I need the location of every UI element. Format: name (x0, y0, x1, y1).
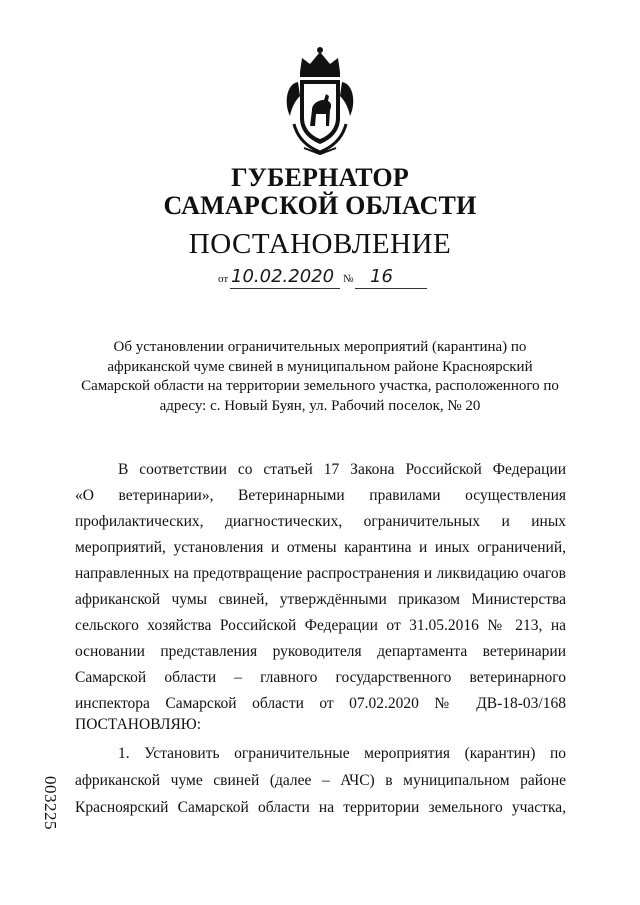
handwritten-date: 10.02.2020 (231, 266, 335, 287)
body-line: «О ветеринарии», Ветеринарными правилами осуществления (75, 487, 566, 504)
body-line: мероприятий, установления и отмены карантина и иных ограничений, (75, 539, 566, 556)
body-line: профилактических, диагностических, ограничительных и иных (75, 513, 566, 530)
subject-line: Самарской области на территории земельного участка, расположенного по (81, 378, 559, 394)
subject-line: африканской чуме свиней в муниципальном районе Красноярский (107, 358, 533, 375)
number-prefix: № (343, 273, 354, 285)
body-line: В соответствии со статьей 17 Закона Российской Федерации (118, 461, 566, 478)
body-line: Красноярский Самарской области на территории земельного участка, (75, 799, 566, 816)
date-underline (230, 288, 340, 289)
number-underline (355, 288, 427, 289)
date-prefix: от (218, 273, 229, 285)
subject-line: Об установлении ограничительных мероприятий (карантина) по (113, 339, 527, 355)
coat-of-arms-emblem (282, 44, 358, 156)
document-type-title: ПОСТАНОВЛЕНИЕ (188, 228, 452, 260)
subject-line: адресу: с. Новый Буян, ул. Рабочий поселок, № 20 (159, 397, 481, 414)
org-title-line2: САМАРСКОЙ ОБЛАСТИ (163, 191, 477, 220)
org-title-line1: ГУБЕРНАТОР (231, 163, 409, 192)
body-line: Самарской области – главного государственного ветеринарного (75, 669, 566, 686)
body-line: направленных на предотвращение распространения и ликвидацию очагов (75, 565, 566, 582)
body-line: инспектора Самарской области от 07.02.2020 № ДВ-18-03/168 (75, 695, 566, 712)
body-line: сельского хозяйства Российской Федерации от 31.05.2016 № 213, на (75, 617, 566, 634)
body-line: 1. Установить ограничительные мероприятия (карантин) по (118, 745, 566, 762)
decree-keyword: ПОСТАНОВЛЯЮ: (75, 716, 202, 733)
body-line: основании представления руководителя департамента ветеринарии (75, 643, 566, 660)
handwritten-number: 16 (370, 266, 393, 287)
side-serial-stamp: 003225 (41, 776, 60, 830)
document-subject (60, 338, 580, 416)
body-line: африканской чуме свиней (далее – АЧС) в муниципальном районе (75, 772, 566, 789)
body-line: африканской чумы свиней, утверждёнными приказом Министерства (75, 591, 566, 608)
